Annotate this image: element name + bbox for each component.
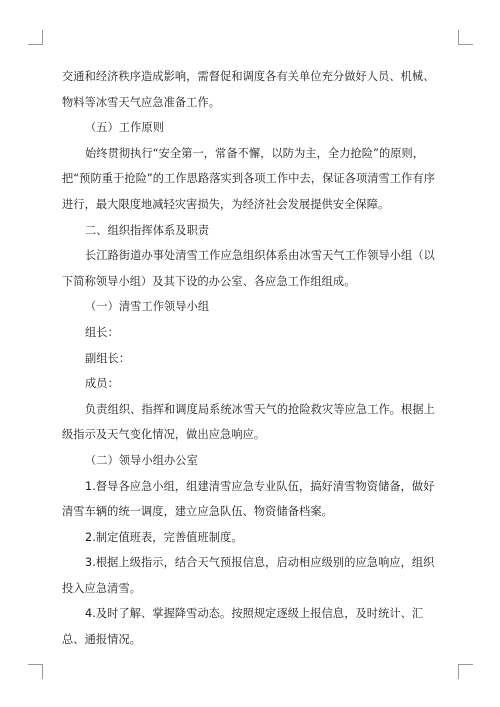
crop-mark-top-left: [28, 30, 43, 45]
paragraph-responsibilities: 负责组织、指挥和调度局系统冰雪天气的抢险救灾等应急工作。根据上级指示及天气变化情况，做出应急响应。: [62, 402, 435, 442]
heading-organization: 二、组织指挥体系及职责: [85, 223, 210, 237]
field-group-leader: 组长：: [85, 325, 119, 339]
list-item-4: 4.及时了解、掌握降雪动态。按照规定逐级上报信息，及时统计、汇总、通报情况。: [62, 607, 424, 647]
paragraph-continuation: 交通和经济秩序造成影响，需督促和调度各有关单位充分做好人员、机械、物料等冰雪天气应急准备工作。: [62, 70, 435, 109]
field-deputy-leader: 副组长：: [85, 351, 131, 365]
field-members: 成员：: [85, 377, 119, 391]
list-item-3: 3.根据上级指示，结合天气预报信息，启动相应级别的应急响应，组织投入应急清雪。: [62, 556, 435, 595]
list-item-1: 1.督导各应急小组，组建清雪应急专业队伍，搞好清雪物资储备，做好清雪车辆的统一调度，建立应急队伍、物资储备档案。: [62, 479, 435, 519]
crop-mark-bottom-left: [28, 664, 43, 679]
heading-work-principles: （五）工作原则: [85, 121, 165, 135]
paragraph-organization: 长江路街道办事处清雪工作应急组织体系由冰雪天气工作领导小组（以下简称领导小组）及其下设的办公室、各应急工作组组成。: [62, 249, 435, 288]
heading-group-office: （二）领导小组办公室: [85, 453, 198, 467]
heading-leading-group: （一）清雪工作领导小组: [85, 300, 210, 314]
list-item-2: 2.制定值班表，完善值班制度。: [85, 530, 243, 544]
paragraph-principles: 始终贯彻执行“安全第一，常备不懈，以防为主，全力抢险”的原则，把“预防重于抢险”的工作思路落实到各项工作中去，保证各项清雪工作有序进行，最大限度地减轻灾害损失，为经济社会发展提供安全保障。: [62, 146, 435, 211]
crop-mark-top-right: [458, 30, 473, 45]
document-body: [62, 64, 440, 653]
crop-mark-bottom-right: [458, 664, 473, 679]
